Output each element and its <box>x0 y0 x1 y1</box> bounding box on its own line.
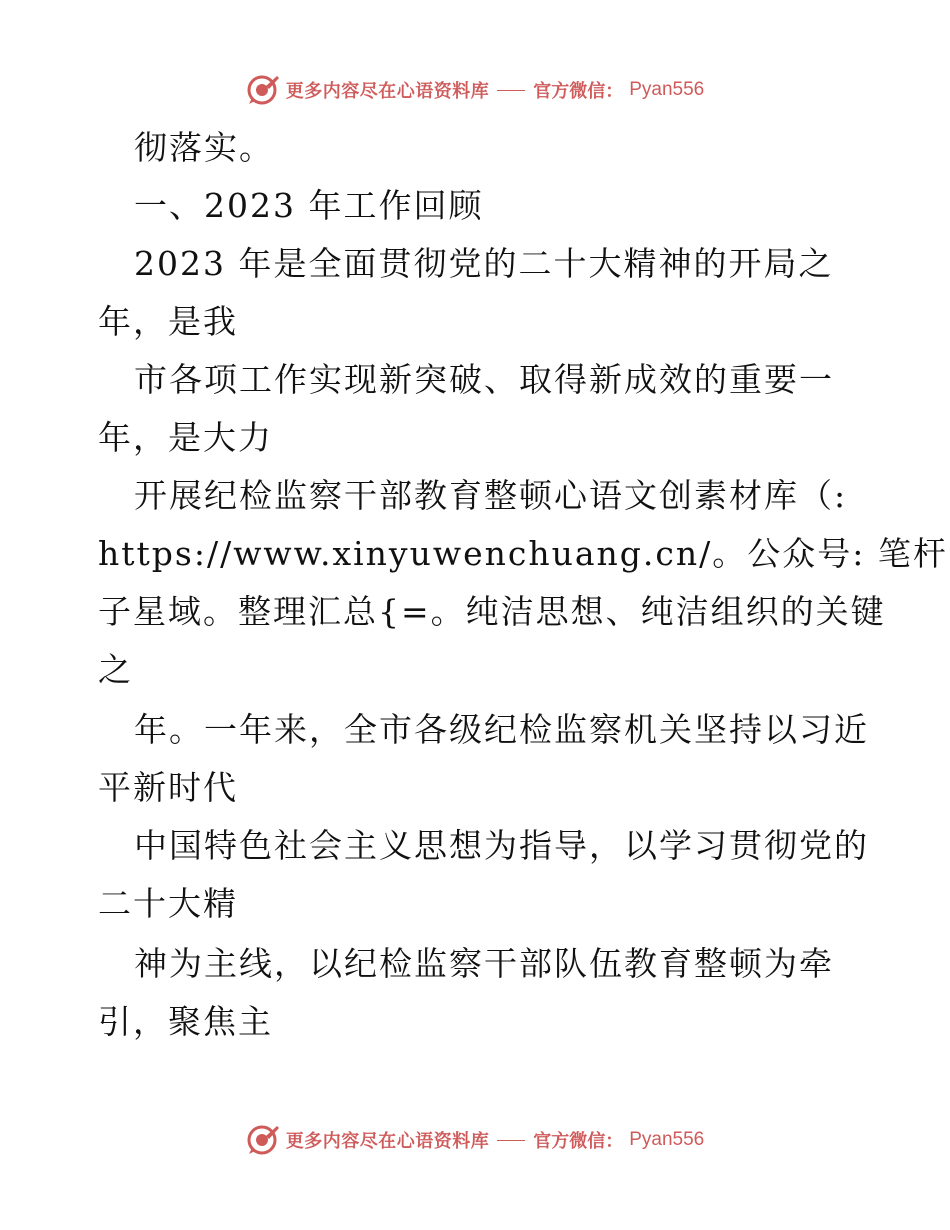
paragraph-line: 年，是大力 <box>98 418 273 457</box>
paragraph-line: 年，是我 <box>98 302 238 341</box>
banner-wechat-id: Pyan556 <box>629 79 705 100</box>
paragraph-line: 二十大精 <box>98 884 238 923</box>
paragraph-line: 子星域。整理汇总{=。纯洁思想、纯洁组织的关键 <box>98 592 886 631</box>
banner-divider <box>497 90 525 91</box>
paragraph-line: 2023 年是全面贯彻党的二十大精神的开局之 <box>134 244 834 283</box>
paragraph-line: 市各项工作实现新突破、取得新成效的重要一 <box>134 360 834 399</box>
paragraph-line: 中国特色社会主义思想为指导，以学习贯彻党的 <box>134 826 869 865</box>
paragraph-line: https://www.xinyuwenchuang.cn/。公众号: 笔杆 <box>98 534 948 573</box>
paragraph-line: 年。一年来，全市各级纪检监察机关坚持以习近 <box>134 710 869 749</box>
pen-logo-icon <box>246 73 280 107</box>
footer-banner <box>0 1120 950 1160</box>
paragraph-line: 之 <box>98 650 133 689</box>
paragraph-line: 神为主线，以纪检监察干部队伍教育整顿为牵 <box>134 944 834 983</box>
paragraph-line: 引，聚焦主 <box>98 1002 273 1041</box>
paragraph-line: 彻落实。 <box>134 128 274 167</box>
banner-wechat-id: Pyan556 <box>629 1129 705 1150</box>
paragraph-line: 开展纪检监察干部教育整顿心语文创素材库（: <box>134 476 848 515</box>
banner-divider <box>497 1140 525 1141</box>
section-heading: 一、2023 年工作回顾 <box>134 186 484 225</box>
banner-text: 更多内容尽在心语资料库 <box>285 81 490 102</box>
paragraph-line: 平新时代 <box>98 768 238 807</box>
header-banner <box>0 70 950 110</box>
banner-text: 更多内容尽在心语资料库 <box>285 1131 490 1152</box>
banner-official-label: 官方微信： <box>533 81 624 102</box>
banner-official-label: 官方微信： <box>533 1131 624 1152</box>
pen-logo-icon <box>246 1123 280 1157</box>
